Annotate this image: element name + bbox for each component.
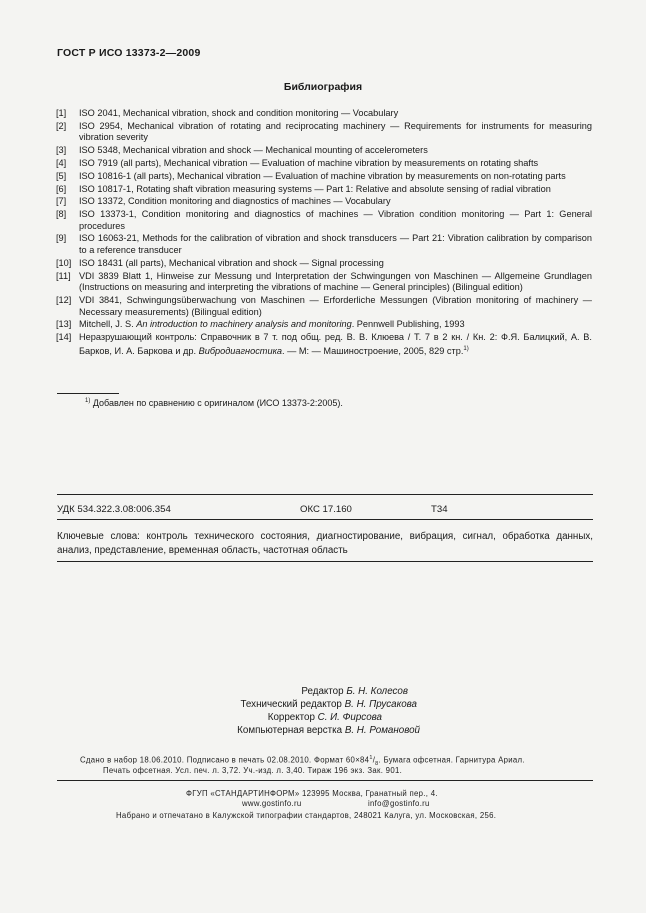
credit-proofreader: Корректор С. И. Фирсова <box>267 712 382 723</box>
footnote-ref-mark: 1) <box>463 345 469 352</box>
bibliography-item-text: ISO 13372, Condition monitoring and diagnostics of machines — Vocabulary <box>79 196 391 207</box>
credit-layout: Компьютерная верстка В. Н. Романовой <box>237 725 420 736</box>
bibliography-item-text: ISO 2954, Mechanical vibration of rotating and reciprocating machinery — Requirements for instruments for measuring vibration severity <box>79 120 592 143</box>
keywords: Ключевые слова: контроль технического состояния, диагностирование, вибрация, сигнал, обработка данных, анализ, представление, временная область, частотная область <box>57 531 593 556</box>
publisher-address: ФГУП «СТАНДАРТИНФОРМ» 123995 Москва, Гранатный пер., 4. <box>186 789 438 798</box>
bibliography-item-number: [4] <box>56 157 67 168</box>
bibliography-item-number: [5] <box>56 170 67 181</box>
publisher-email: info@gostinfo.ru <box>368 799 430 808</box>
udk-code: УДК 534.322.3.08:006.354 <box>57 504 171 515</box>
print-info-line2: Печать офсетная. Усл. печ. л. 3,72. Уч.-изд. л. 3,40. Тираж 196 экз. Зак. 901. <box>103 766 403 775</box>
bibliography-item-text: ISO 7919 (all parts), Mechanical vibration — Evaluation of machine vibration by measurements on rotating shafts <box>79 157 539 168</box>
bibliography-item <box>56 271 592 294</box>
bibliography-item <box>56 319 592 331</box>
bibliography-item-number: [9] <box>56 233 67 244</box>
bibliography-item-text: ISO 10816-1 (all parts), Mechanical vibration — Evaluation of machine vibration by measurements on non-rotating parts <box>79 170 566 181</box>
footnote <box>85 398 343 408</box>
publisher-site: www.gostinfo.ru <box>242 799 302 808</box>
bibliography-item <box>56 295 592 318</box>
bibliography-item-number: [13] <box>56 319 72 330</box>
bibliography-item-number: [11] <box>56 270 71 281</box>
bibliography-item-number: [7] <box>56 196 67 207</box>
bibliography-item-text: VDI 3839 Blatt 1, Hinweise zur Messung und Interpretation der Schwingungen von Maschinen — Allgemeine Grundlagen (Instructions on measuring and interpreting the vibrations of machine — General principles) (Bilingual edition) <box>79 270 592 293</box>
bibliography-title: Библиография <box>283 81 363 93</box>
bibliography-item <box>56 121 592 144</box>
bibliography-item <box>56 332 592 357</box>
bibliography-item <box>56 258 592 270</box>
credit-tech-editor: Технический редактор В. Н. Прусакова <box>240 699 417 710</box>
bibliography-item-text: ISO 5348, Mechanical vibration and shock — Mechanical mounting of accelerometers <box>79 145 428 156</box>
footnote-mark: 1) <box>85 398 91 404</box>
bibliography-list <box>56 108 592 359</box>
bibliography-item <box>56 196 592 208</box>
print-info-line1: Сдано в набор 18.06.2010. Подписано в печать 02.08.2010. Формат $60\times 84^1/_8$. Бумага офсетная. Гарнитура Ариал. <box>80 755 525 768</box>
bibliography-item-number: [1] <box>56 108 67 118</box>
bibliography-item-number: [8] <box>56 209 67 220</box>
oks-code: ОКС 17.160 <box>300 504 352 515</box>
bibliography-item-text: ISO 16063-21, Methods for the calibration of vibration and shock transducers — Part 21: Vibration calibration by comparison to a reference transducer <box>79 233 592 256</box>
divider-top <box>57 494 593 495</box>
bibliography-item-number: [12] <box>56 294 72 305</box>
bibliography-item-text: ISO 13373-1, Condition monitoring and diagnostics of machines — Vibration condition monitoring — Part 1: General procedures <box>79 209 592 231</box>
footnote-separator <box>57 393 119 394</box>
bibliography-item <box>56 209 592 232</box>
divider-middle <box>57 519 593 520</box>
classifier-code: Т34 <box>431 504 448 515</box>
bibliography-item-number: [2] <box>56 120 67 131</box>
bibliography-item <box>56 145 592 157</box>
bibliography-item-number: [3] <box>56 145 67 156</box>
bibliography-item-text: VDI 3841, Schwingungsüberwachung von Maschinen — Erforderliche Messungen (Vibration monitoring of machinery — Necessary measurements) (Bilingual edition) <box>79 294 592 317</box>
bibliography-item-number: [10] <box>56 257 72 268</box>
divider-bottom <box>57 561 593 562</box>
bibliography-item <box>56 158 592 170</box>
bibliography-item <box>56 233 592 256</box>
bibliography-item <box>56 184 592 196</box>
bibliography-item-number: [6] <box>56 183 67 194</box>
bibliography-item-text: Mitchell, J. S. An introduction to machinery analysis and monitoring. Pennwell Publishing, 1993 <box>79 319 465 330</box>
standard-header: ГОСТ Р ИСО 13373-2—2009 <box>57 47 201 59</box>
printing-house: Набрано и отпечатано в Калужской типографии стандартов, 248021 Калуга, ул. Московская, 256. <box>116 811 497 820</box>
bibliography-item-text: ISO 18431 (all parts), Mechanical vibration and shock — Signal processing <box>79 257 384 268</box>
bibliography-item-text: ISO 10817-1, Rotating shaft vibration measuring systems — Part 1: Relative and absolute sensing of radial vibration <box>79 183 551 194</box>
bibliography-item-text: Неразрушающий контроль: Справочник в 7 т. под общ. ред. В. В. Клюева / Т. 7 в 2 кн. / Кн. 2: Ф.Я. Балицкий, А. В. Барков, И. А. Баркова и др. Вибродиагностика. — М: — Машиностроение, 2005, 829 стр.$^{1)}$ <box>79 332 592 356</box>
footnote-text: Добавлен по сравнению с оригиналом (ИСО 13373-2:2005). <box>92 398 343 408</box>
bibliography-item <box>56 108 592 120</box>
bibliography-item-text: ISO 2041, Mechanical vibration, shock and condition monitoring — Vocabulary <box>79 108 399 118</box>
bibliography-item-number: [14] <box>56 332 72 343</box>
bibliography-item <box>56 171 592 183</box>
divider-print <box>57 780 593 781</box>
credit-editor: Редактор Б. Н. Колесов <box>301 686 408 697</box>
